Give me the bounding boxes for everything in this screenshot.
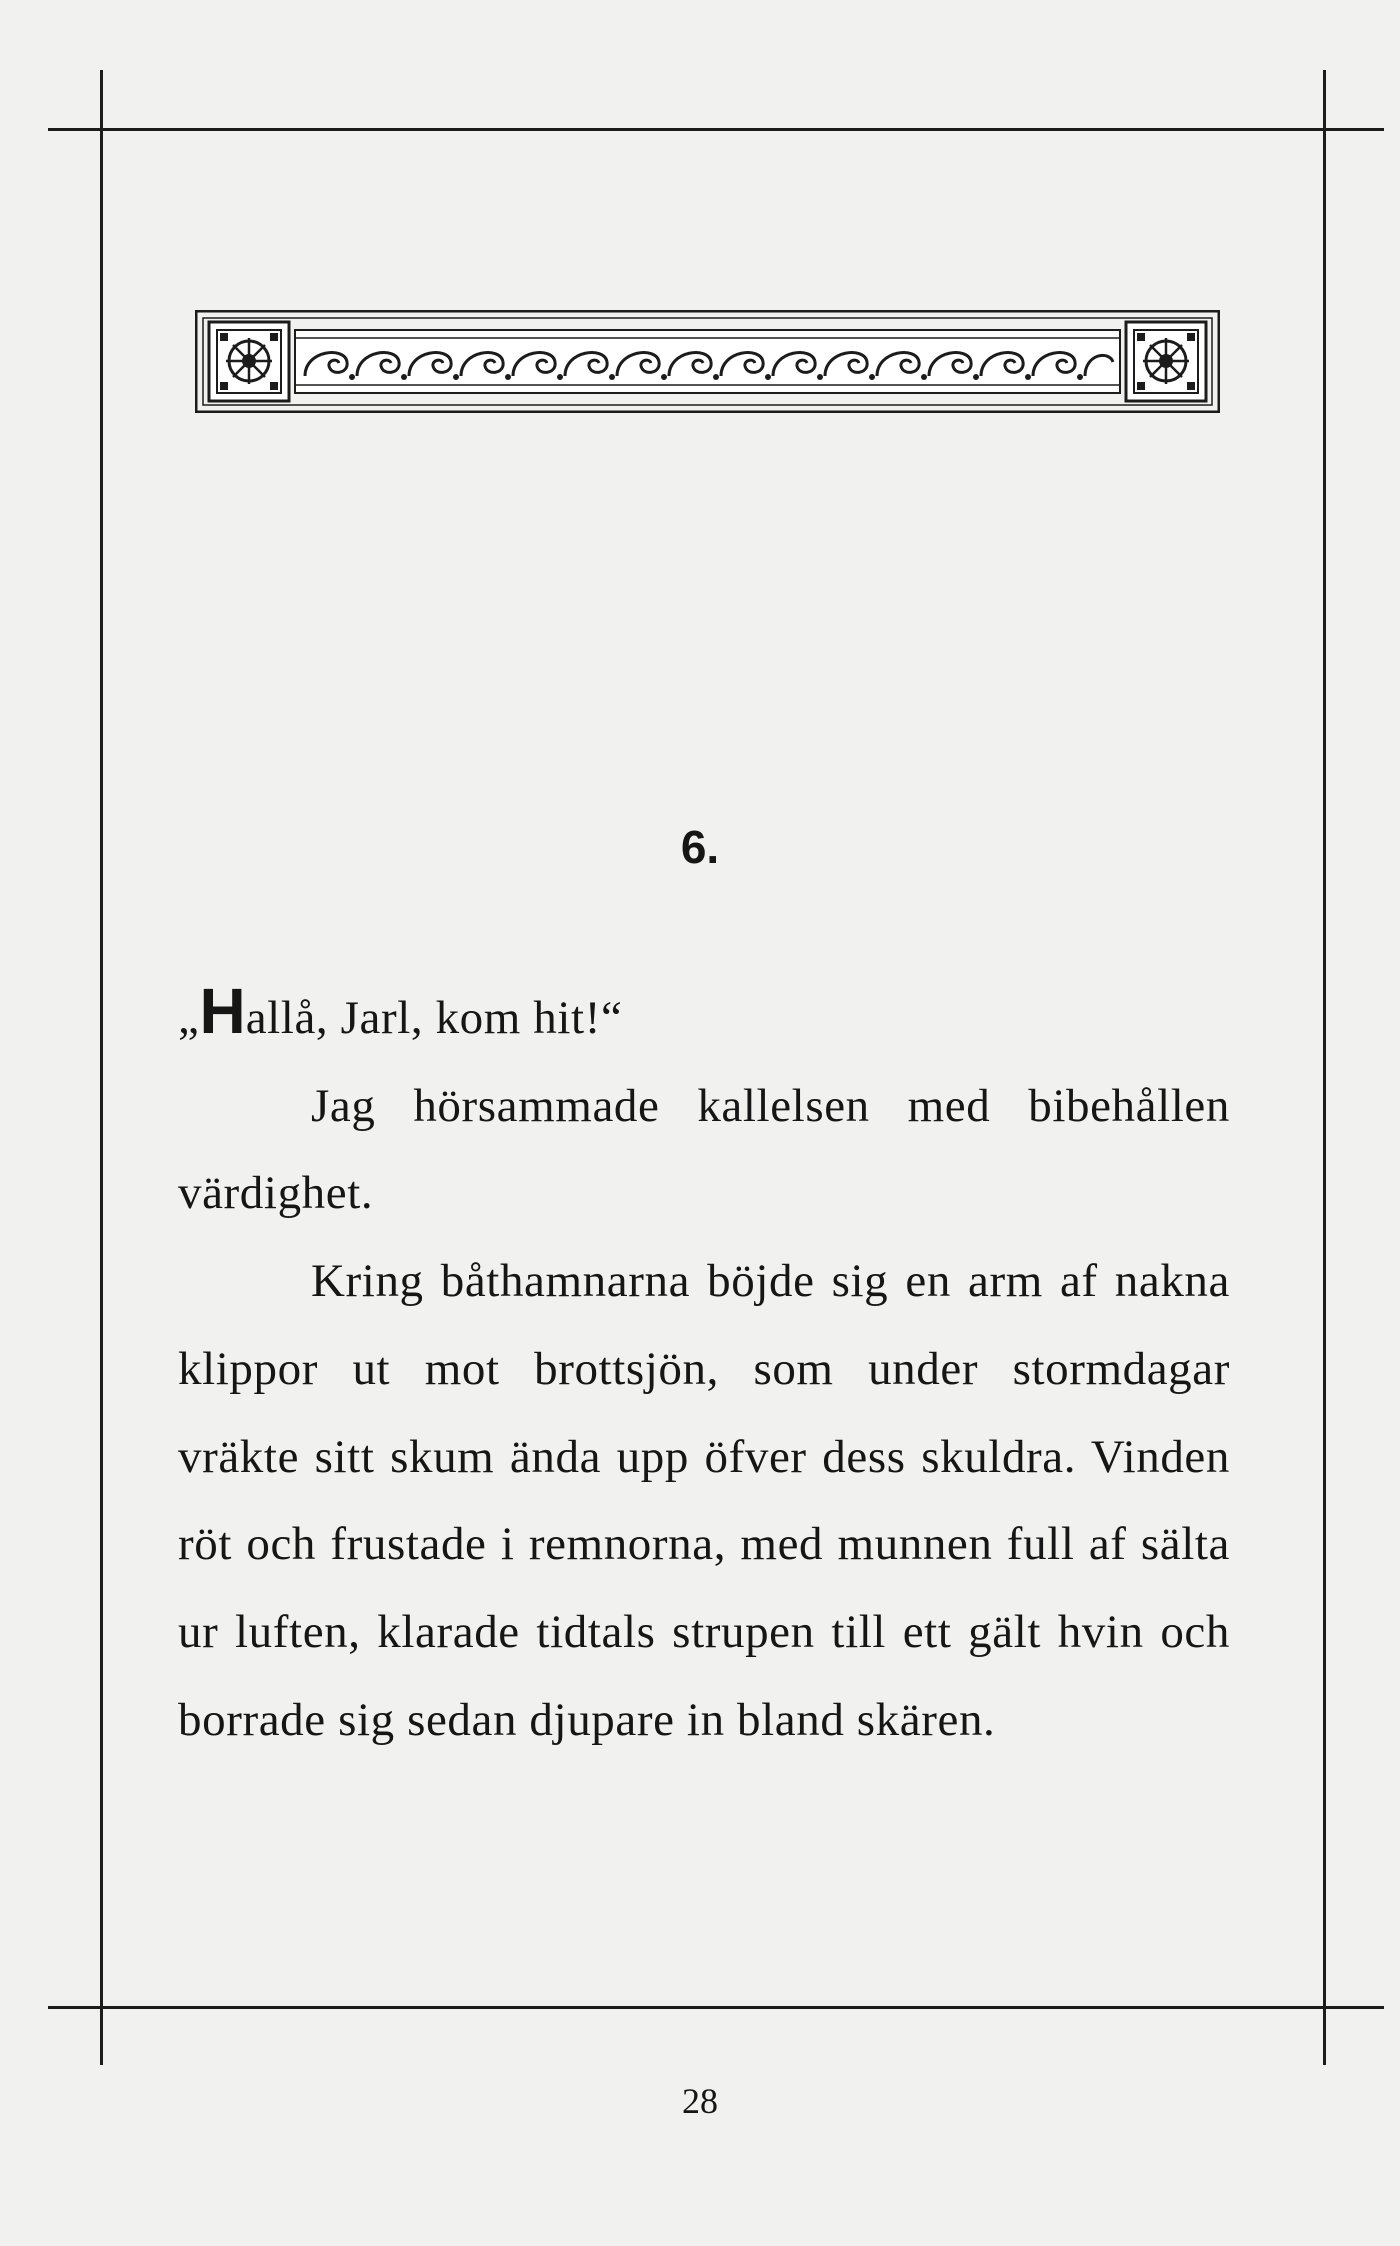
paragraph-1 [178,975,1230,1063]
paragraph-2: Jag hörsammade kallelsen med bibehållen värdighet. [178,1079,1230,1220]
wave-scroll-band-icon [295,330,1120,393]
chapter-number: 6. [680,821,720,873]
rosette-left-icon [209,322,289,401]
ornamental-headpiece [195,310,1220,413]
drop-cap: H [199,975,246,1047]
paragraph-text: allå, Jarl, kom hit!“ [245,992,623,1044]
rosette-right-icon [1126,322,1206,401]
frame-rule-top [48,128,1384,131]
body-text [178,975,1230,1764]
frame-rule-right [1323,70,1326,2065]
frame-rule-bottom [48,2006,1384,2009]
frame-rule-left [100,70,103,2065]
quote-open: „ [178,992,200,1044]
page-number: 28 [682,2081,718,2121]
paragraph-3: Kring båthamnarna böjde sig en arm af nakna klippor ut mot brottsjön, som under stormdagar vräkte sitt skum ända upp öfver dess skuldra. Vinden röt och frustade i remnorna, med munnen full af sälta ur luften, klarade tidtals strupen till ett gält hvin och borrade sig sedan djupare in bland skären. [178,1255,1230,1746]
